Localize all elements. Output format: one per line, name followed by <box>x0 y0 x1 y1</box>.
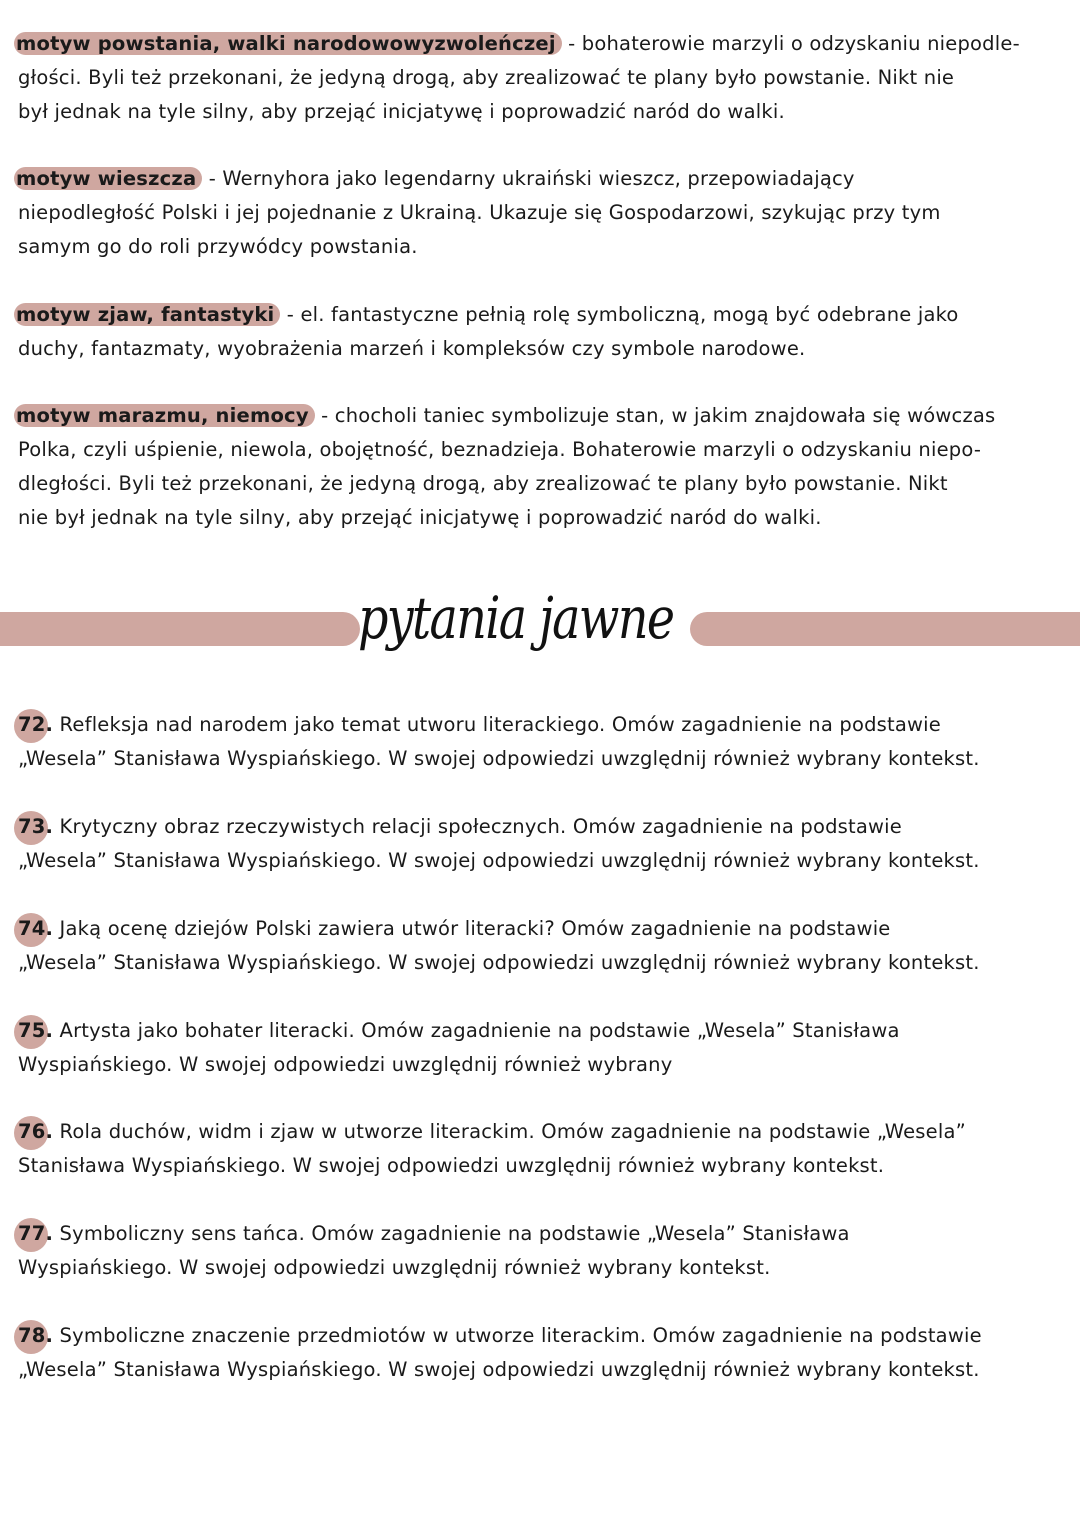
line-text: Stanisława Wyspiańskiego. W swojej odpowiedzi uwzględnij również wybrany kontekst. <box>18 1154 885 1177</box>
question-number: 75. <box>18 1014 53 1048</box>
line-text: niepodległość Polski i jej pojednanie z Ukrainą. Ukazuje się Gospodarzowi, szykując przy tym <box>18 201 941 224</box>
line-text: Wyspiańskiego. W swojej odpowiedzi uwzględnij również wybrany kontekst. <box>18 1256 771 1279</box>
question-item <box>18 708 1062 776</box>
text-line <box>18 162 1062 196</box>
text-line <box>18 298 1062 332</box>
question-number: 78. <box>18 1319 53 1353</box>
line-text: Wyspiańskiego. W swojej odpowiedzi uwzględnij również wybrany <box>18 1053 673 1076</box>
motif-paragraph <box>18 27 1062 129</box>
line-text: Jaką ocenę dziejów Polski zawiera utwór literacki? Omów zagadnienie na podstawie <box>53 917 891 940</box>
question-number: 76. <box>18 1115 53 1149</box>
motif-label: motyw powstania, walki narodowowyzwoleńczej <box>14 32 562 55</box>
text-line <box>18 399 1062 433</box>
text-line <box>18 1353 1062 1387</box>
line-text: „Wesela” Stanisława Wyspiańskiego. W swojej odpowiedzi uwzględnij również wybrany kontekst. <box>18 747 980 770</box>
line-text: „Wesela” Stanisława Wyspiańskiego. W swojej odpowiedzi uwzględnij również wybrany kontekst. <box>18 1358 980 1381</box>
line-text: dległości. Byli też przekonani, że jedyną drogą, aby zrealizować te plany było powstanie. Nikt <box>18 472 948 495</box>
section-title: pytania jawne <box>358 584 674 652</box>
line-text: Rola duchów, widm i zjaw w utworze literackim. Omów zagadnienie na podstawie „Wesela” <box>53 1120 966 1143</box>
section-divider-left <box>0 612 360 646</box>
line-text: Artysta jako bohater literacki. Omów zagadnienie na podstawie „Wesela” Stanisława <box>53 1019 900 1042</box>
section-divider-right <box>690 612 1080 646</box>
text-line <box>18 810 1062 844</box>
motif-label: motyw wieszcza <box>14 167 202 190</box>
line-text: Refleksja nad narodem jako temat utworu literackiego. Omów zagadnienie na podstawie <box>53 713 941 736</box>
question-number: 74. <box>18 912 53 946</box>
line-text: Polka, czyli uśpienie, niewola, obojętność, beznadzieja. Bohaterowie marzyli o odzyskaniu niepo- <box>18 438 982 461</box>
question-item <box>18 1217 1062 1285</box>
text-line <box>18 1319 1062 1353</box>
text-line <box>18 1014 1062 1048</box>
text-line <box>18 708 1062 742</box>
text-line <box>18 467 1062 501</box>
line-text: duchy, fantazmaty, wyobrażenia marzeń i kompleksów czy symbole narodowe. <box>18 337 806 360</box>
line-text: - bohaterowie marzyli o odzyskaniu niepodle- <box>561 32 1020 55</box>
motif-paragraph <box>18 162 1062 264</box>
line-text: Symboliczny sens tańca. Omów zagadnienie na podstawie „Wesela” Stanisława <box>53 1222 850 1245</box>
text-line <box>18 196 1062 230</box>
motif-paragraph <box>18 298 1062 366</box>
text-line <box>18 332 1062 366</box>
question-number: 72. <box>18 708 53 742</box>
line-text: - Wernyhora jako legendarny ukraiński wieszcz, przepowiadający <box>202 167 855 190</box>
text-line <box>18 61 1062 95</box>
line-text: „Wesela” Stanisława Wyspiańskiego. W swojej odpowiedzi uwzględnij również wybrany kontekst. <box>18 951 980 974</box>
question-item <box>18 1115 1062 1183</box>
line-text: Krytyczny obraz rzeczywistych relacji społecznych. Omów zagadnienie na podstawie <box>53 815 903 838</box>
question-item <box>18 810 1062 878</box>
text-line <box>18 844 1062 878</box>
text-line <box>18 230 1062 264</box>
motif-paragraph <box>18 399 1062 535</box>
question-number: 73. <box>18 810 53 844</box>
text-line <box>18 1048 1062 1082</box>
text-line <box>18 1217 1062 1251</box>
text-line <box>18 501 1062 535</box>
text-line <box>18 946 1062 980</box>
text-line <box>18 1115 1062 1149</box>
line-text: był jednak na tyle silny, aby przejąć inicjatywę i poprowadzić naród do walki. <box>18 100 785 123</box>
line-text: samym go do roli przywódcy powstania. <box>18 235 418 258</box>
motif-label: motyw zjaw, fantastyki <box>14 303 280 326</box>
text-line <box>18 1149 1062 1183</box>
text-line <box>18 742 1062 776</box>
text-line <box>18 27 1062 61</box>
question-item <box>18 912 1062 980</box>
line-text: głości. Byli też przekonani, że jedyną drogą, aby zrealizować te plany było powstanie. Nikt nie <box>18 66 955 89</box>
text-line <box>18 1251 1062 1285</box>
line-text: - el. fantastyczne pełnią rolę symboliczną, mogą być odebrane jako <box>280 303 959 326</box>
text-line <box>18 433 1062 467</box>
question-number: 77. <box>18 1217 53 1251</box>
question-item <box>18 1319 1062 1387</box>
question-item <box>18 1014 1062 1082</box>
line-text: „Wesela” Stanisława Wyspiańskiego. W swojej odpowiedzi uwzględnij również wybrany kontekst. <box>18 849 980 872</box>
text-line <box>18 912 1062 946</box>
line-text: - chocholi taniec symbolizuje stan, w jakim znajdowała się wówczas <box>314 404 996 427</box>
line-text: Symboliczne znaczenie przedmiotów w utworze literackim. Omów zagadnienie na podstawie <box>53 1324 982 1347</box>
line-text: nie był jednak na tyle silny, aby przejąć inicjatywę i poprowadzić naród do walki. <box>18 506 822 529</box>
motif-label: motyw marazmu, niemocy <box>14 404 315 427</box>
text-line <box>18 95 1062 129</box>
